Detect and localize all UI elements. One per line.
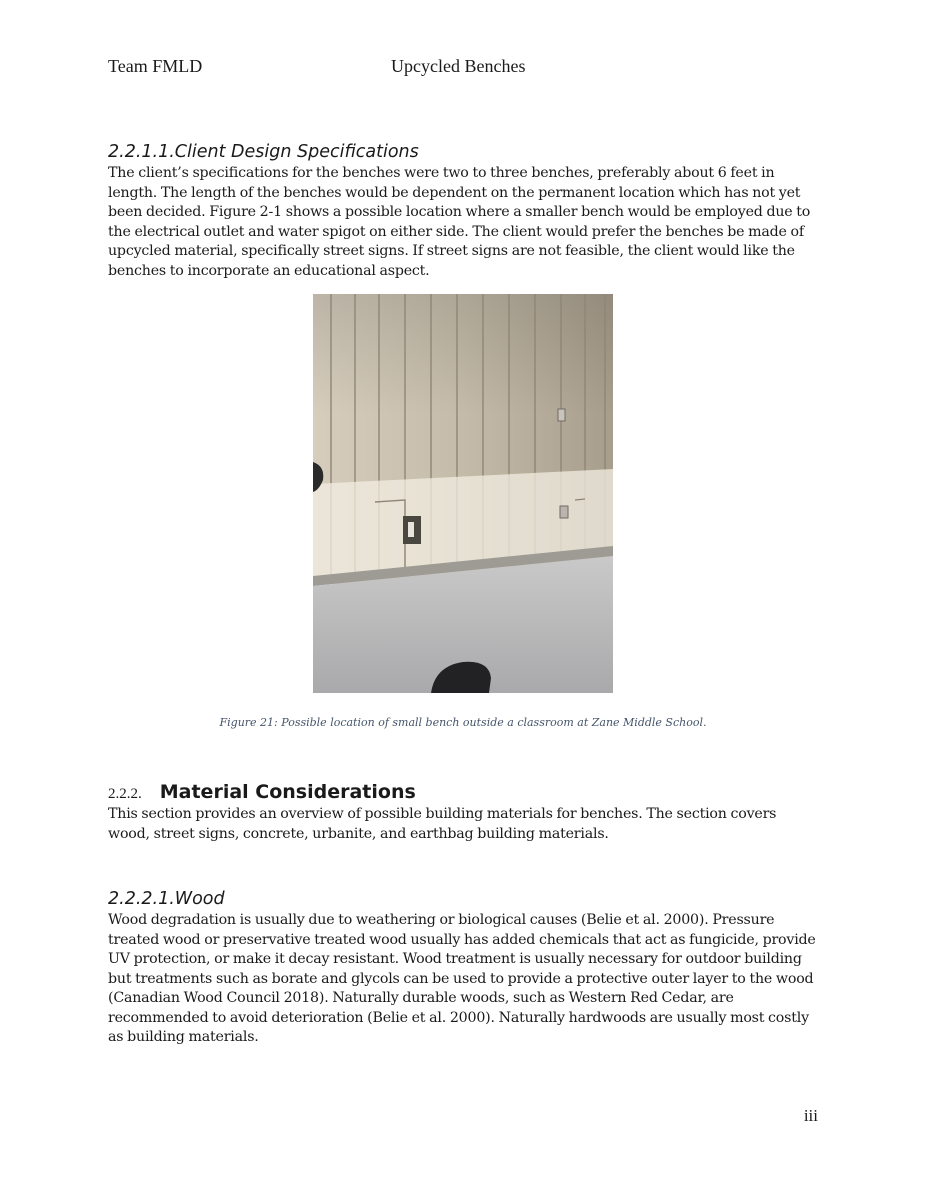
running-header-left: Team FMLD <box>108 56 203 76</box>
figure-photo-bench-location <box>313 294 613 693</box>
running-header-title: Upcycled Benches <box>391 56 526 76</box>
figure-caption: Figure 21: Possible location of small bench outside a classroom at Zane Middle School. <box>219 716 707 729</box>
paragraph-material-overview: This section provides an overview of possible building materials for benches. The section covers wood, street signs, concrete, urbanite, and earthbag building materials. <box>108 806 777 842</box>
section-number: 2.2.2. <box>108 786 142 802</box>
heading-wood: 2.2.2.1.Wood <box>108 889 225 909</box>
page-number: iii <box>803 1106 818 1125</box>
heading-client-design-specifications: 2.2.1.1.Client Design Specifications <box>108 142 419 162</box>
heading-material-considerations <box>108 781 416 803</box>
section-title: Material Considerations <box>159 781 416 803</box>
paragraph-client-specifications: The client’s specifications for the benches were two to three benches, preferably about 6 feet in length. The length of the benches would be dependent on the permanent location which has not yet been decided. Figure 2-1 shows a possible location where a smaller bench would be employed due to the electrical outlet and water spigot on either side. The client would prefer the benches be made of upcycled material, specifically street signs. If street signs are not feasible, the client would like the benches to incorporate an educational aspect. <box>108 165 811 279</box>
paragraph-wood: Wood degradation is usually due to weathering or biological causes (Belie et al. 2000). Pressure treated wood or preservative treated wood usually has added chemicals that act as fungicide, provide UV protection, or make it decay resistant. Wood treatment is usually necessary for outdoor building but treatments such as borate and glycols can be used to provide a protective outer layer to the wood (Canadian Wood Council 2018). Naturally durable woods, such as Western Red Cedar, are recommended to avoid deterioration (Belie et al. 2000). Naturally hardwoods are usually most costly as building materials. <box>108 912 816 1045</box>
